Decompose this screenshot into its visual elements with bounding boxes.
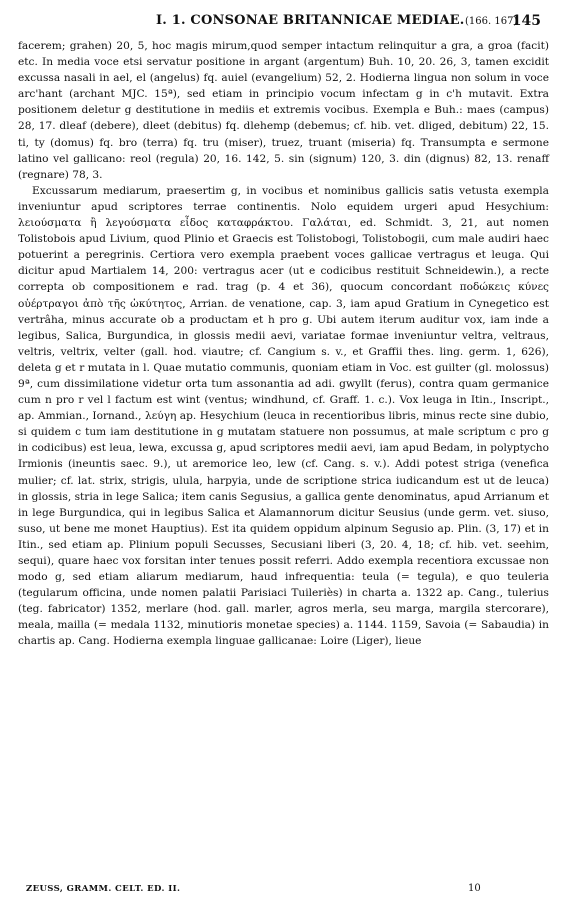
body-text bbox=[18, 38, 549, 650]
running-head bbox=[18, 10, 549, 32]
page-footer bbox=[18, 882, 549, 896]
running-head-title: I. 1. CONSONAE BRITANNICAE MEDIAE. bbox=[156, 13, 465, 28]
signature-mark: 10 bbox=[468, 883, 481, 894]
running-head-sections: (166. 167) bbox=[465, 16, 518, 27]
footer-book-title: ZEUSS, GRAMM. CELT. ED. II. bbox=[26, 884, 181, 894]
paragraph-1: facerem; grahen) 20, 5, hoc magis mirum,quod semper intactum relinquitur a gra, a groa (facit) etc. In media voce etsi servatur positione in argant (argentum) Buh. 10, 20. 26, 3, tamen excidit excussa nasali in ael, el (angelus) fq. auiel (evangelium) 52, 2. Hodierna lingua non solum in voce arc'hant (archant MJC. 15ª), sed etiam in principio vocum infectam g in c'h mutavit. Extra positionem deletur g destitutione in mediis et extremis vocibus. Exempla e Buh.: maes (campus) 28, 17. dleaf (debere), dleet (debitus) fq. dlehemp (debemus; cf. hib. vet. dliged, debitum) 22, 15. ti, ty (domus) fq. bro (terra) fq. tru (miser), truez, truant (miseria) fq. Transumpta e sermone latino vel gallicano: reol (regula) 20, 16. 142, 5. sin (signum) 120, 3. din (dignus) 82, 13. renaff (regnare) 78, 3. bbox=[18, 40, 549, 181]
paragraph-2: Excussarum mediarum, praesertim g, in vocibus et nominibus gallicis satis vetusta exempla inveniuntur apud scriptores terrae continentis. Nolo equidem urgeri apud Hesychium: λειούσματα ἢ λεγούσματα εἶδος καταφράκτου. Γαλάται, ed. Schmidt. 3, 21, aut nomen Tolistobois apud Livium, quod Plinio et Graecis est Tolistobogi, Tolistobogii, cum male audiri haec potuerint a peregrinis. Certiora vero exempla praebent voces gallicae vertragus et leuga. Qui dicitur apud Martialem 14, 200: vertragus acer (ut e codicibus restituit Schneidewin.), a recte correpta ob compositionem e rad. trag (p. 4 et 36), quocum concordant ποδώκεις κύνες οὐέρτραγοι ἀπὸ τῆς ὠκύτητος, Arrian. de venatione, cap. 3, iam apud Gratium in Cynegetico est vertrâha, minus accurate ob a productam et h pro g. Ubi autem iterum auditur vox, iam inde a legibus, Salica, Burgundica, in glossis medii aevi, variatae formae inveniuntur veltra, veltraus, veltris, veltrix, velter (gall. hod. viautre; cf. Cangium s. v., et Graffii thes. ling. germ. 1, 626), deleta g et r mutata in l. Quae mutatio communis, quoniam etiam in Voc. est guilter (gl. molossus) 9ª, cum dissimilatione videtur orta tum assonantia ad adi. gwyllt (ferus), contra quam germanice cum n pro r vel l factum est wint (ventus; windhund, cf. Graff. 1. c.). Vox leuga in Itin., Inscript., ap. Ammian., Iornand., λεύγη ap. Hesychium (leuca in recentioribus libris, minus recte sine dubio, si quidem c tum iam destitutione in g mutatam statuere non possumus, at male scriptum c pro g in codicibus) est leua, lewa, excussa g, apud scriptores medii aevi, iam apud Bedam, in polyptycho Irmionis (ineuntis saec. 9.), ut aremorice leo, lew (cf. Cang. s. v.). Addi potest striga (venefica mulier; cf. lat. strix, strigis, ulula, harpyia, unde de scriptione strica iudicandum est ut de leuca) in glossis, stria in lege Salica; item canis Segusius, a gallica gente denominatus, apud Arrianum et in lege Burgundica, qui in legibus Salica et Alamannorum dicitur Seusius (unde germ. vet. siuso, suso, ut bene me monet Hauptius). Est ita quidem oppidum alpinum Segusio ap. Plin. (3, 17) et in Itin., sed etiam ap. Plinium populi Secusses, Secusiani liberi (3, 20. 4, 18; cf. hib. vet. seehim, sequi), quare haec vox forsitan inter tenues possit referri. Addo exempla recentiora excussae non modo g, sed etiam aliarum mediarum, haud infrequentia: teula (= tegula), e quo teuleria (tegularum officina, unde nomen palatii Parisiaci Tuileriès) in charta a. 1322 ap. Cang., tulerius (teg. fabricator) 1352, merlare (hod. gall. marler, agros merla, seu marga, margila stercorare), meala, mailla (= medala 1132, minutioris monetae species) a. 1144. 1159, Savoia (= Sabaudia) in chartis ap. Cang. Hodierna exempla linguae gallicanae: Loire (Liger), lieue bbox=[18, 184, 549, 648]
page-number: 145 bbox=[511, 13, 541, 29]
